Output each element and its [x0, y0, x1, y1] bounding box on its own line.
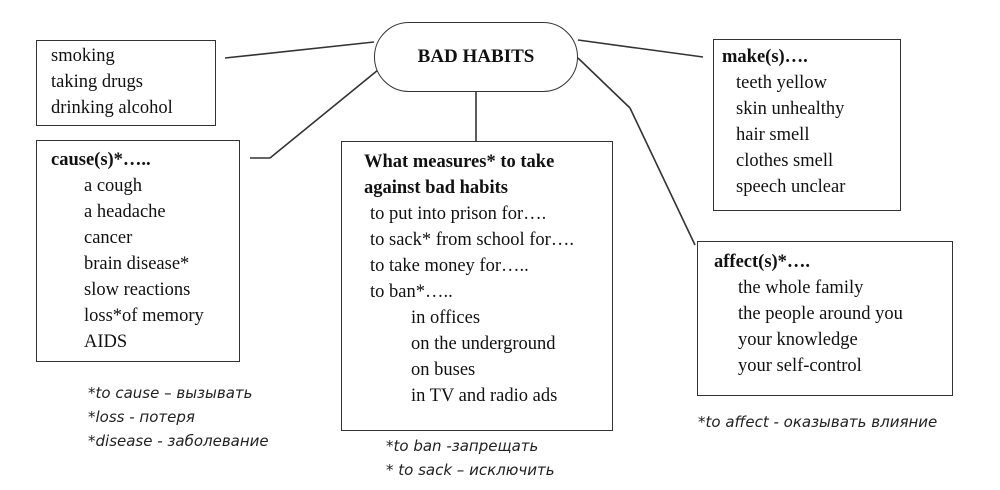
make-item: clothes smell [736, 151, 834, 171]
connector-makes [578, 40, 703, 57]
affect-item: your knowledge [738, 330, 858, 350]
habit-item: smoking [51, 46, 115, 66]
makes-box [713, 39, 901, 211]
measures-box [341, 141, 613, 431]
note-line: * to sack – исключить [386, 461, 555, 479]
make-item: hair smell [736, 125, 810, 145]
center-node [374, 22, 578, 92]
measure-item: to ban*….. [370, 282, 453, 302]
make-item: skin unhealthy [736, 99, 845, 119]
cause-item: AIDS [84, 332, 128, 352]
habits-box [36, 40, 216, 126]
notes-left [88, 381, 269, 453]
causes-heading: cause(s)*….. [51, 150, 151, 170]
connector-habits [225, 42, 374, 58]
habit-item: taking drugs [51, 72, 143, 92]
note-line: *to cause – вызывать [88, 384, 253, 402]
affect-item: the whole family [738, 278, 864, 298]
make-item: teeth yellow [736, 73, 827, 93]
affects-box [697, 241, 953, 396]
ban-item: on the underground [411, 334, 556, 354]
note-line: *to ban -запрещать [386, 437, 539, 455]
cause-item: loss*of memory [84, 306, 204, 326]
cause-item: cancer [84, 228, 133, 248]
connector-affects-b [630, 108, 695, 245]
notes-right [698, 410, 937, 434]
cause-item: a headache [84, 202, 166, 222]
note-line: *to affect - оказывать влияние [698, 413, 938, 431]
notes-center [386, 434, 555, 482]
center-title: BAD HABITS [417, 46, 535, 67]
causes-box [36, 140, 240, 362]
affects-heading: affect(s)*…. [714, 252, 811, 272]
measure-item: to take money for….. [370, 256, 529, 276]
makes-heading: make(s)…. [722, 47, 808, 67]
connector-affects-a [578, 58, 630, 108]
affect-item: your self-control [738, 356, 862, 376]
measure-item: to put into prison for…. [370, 204, 547, 224]
measures-heading-2: against bad habits [364, 178, 508, 198]
note-line: *loss - потеря [88, 408, 195, 426]
habit-item: drinking alcohol [51, 98, 173, 118]
ban-item: in TV and radio ads [411, 386, 558, 406]
ban-item: in offices [411, 308, 481, 328]
measure-item: to sack* from school for…. [370, 230, 574, 250]
note-line: *disease - заболевание [88, 432, 269, 450]
make-item: speech unclear [736, 177, 846, 197]
affect-item: the people around you [738, 304, 903, 324]
ban-item: on buses [411, 360, 476, 380]
measures-heading-1: What measures* to take [364, 152, 555, 172]
cause-item: brain disease* [84, 254, 190, 274]
cause-item: a cough [84, 176, 143, 196]
cause-item: slow reactions [84, 280, 191, 300]
